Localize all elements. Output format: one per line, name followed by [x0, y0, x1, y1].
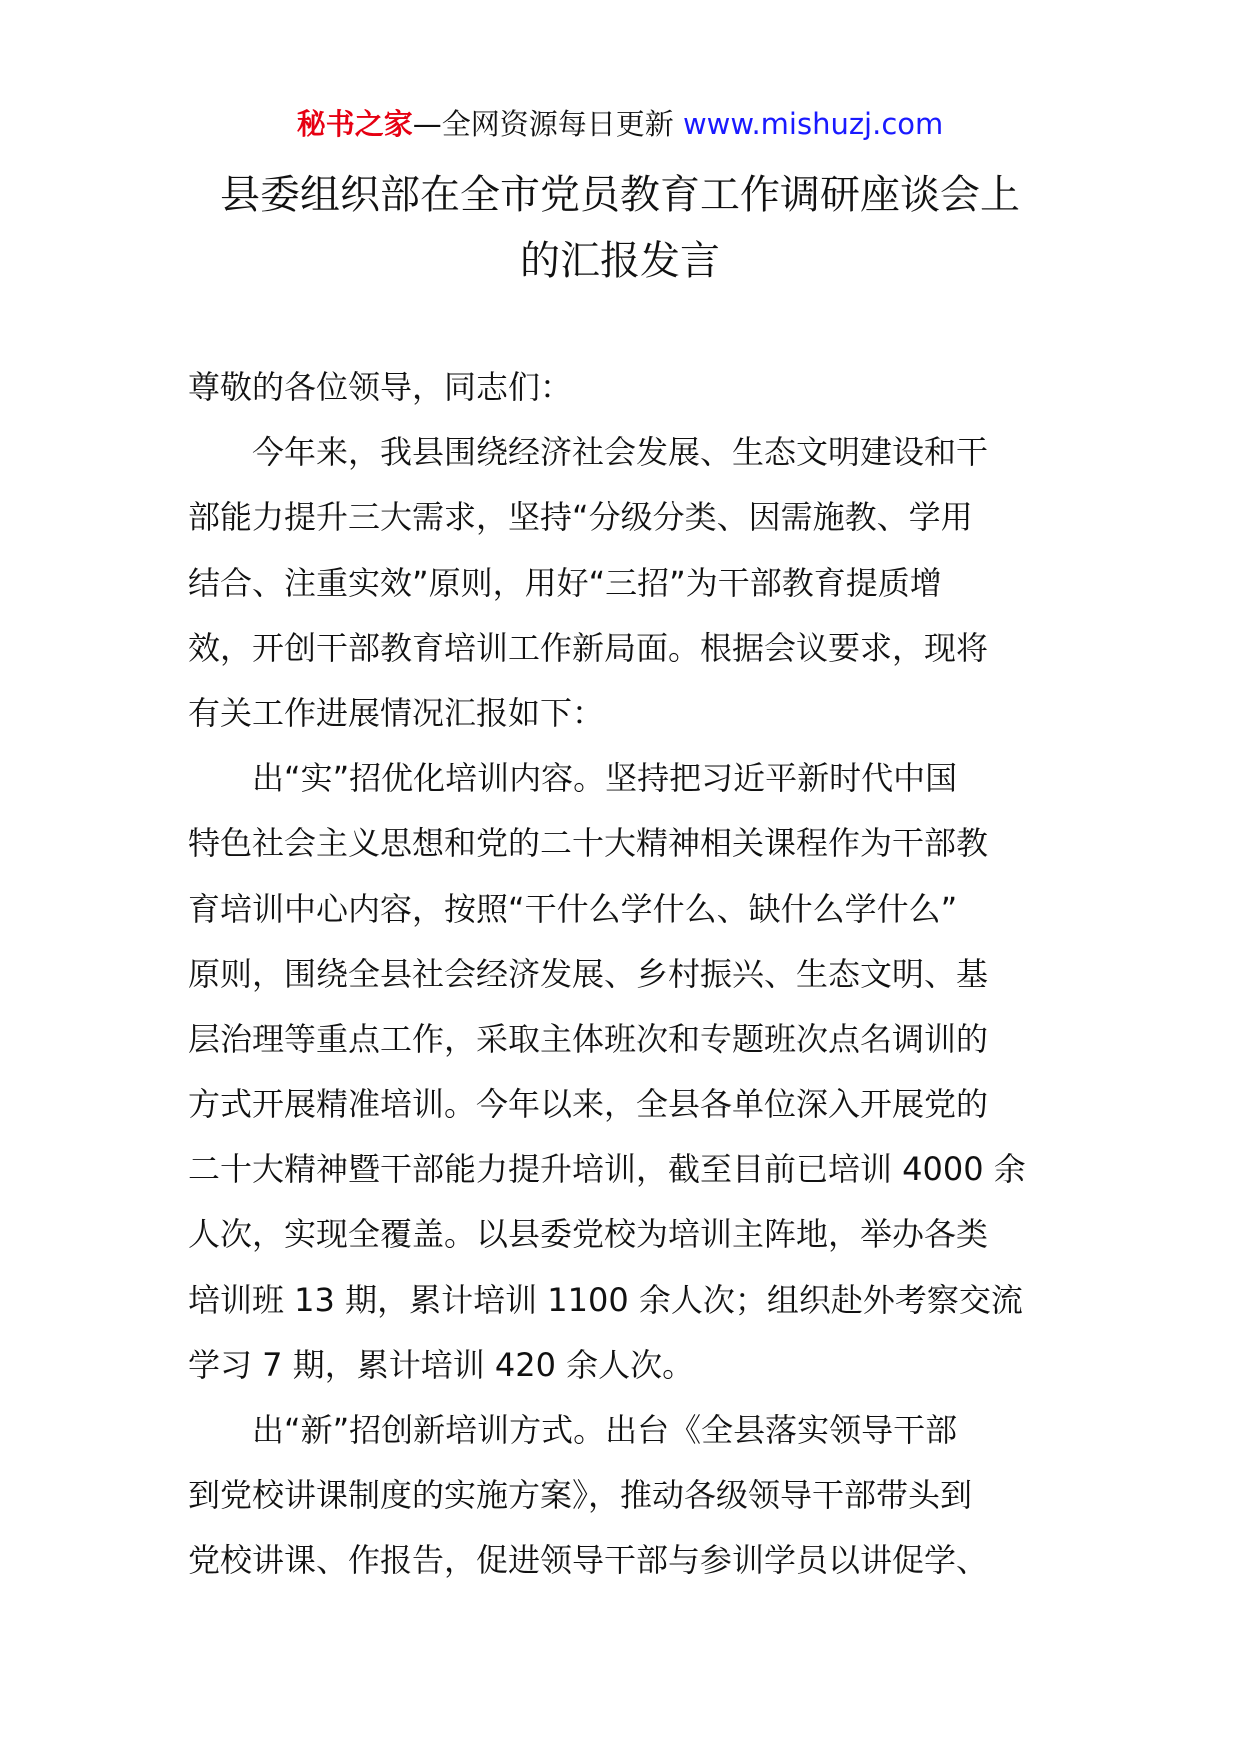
brand-name: 秘书之家 [296, 107, 413, 141]
salutation: 尊敬的各位领导，同志们： [188, 368, 573, 406]
title-line-2: 的汇报发言 [520, 238, 720, 284]
header-slogan: 全网资源每日更新 [441, 107, 683, 141]
body-line: 育培训中心内容，按照“干什么学什么、缺什么学什么” [188, 889, 958, 928]
document-title [180, 162, 1060, 294]
body-line: 原则，围绕全县社会经济发展、乡村振兴、生态文明、基 [188, 954, 989, 993]
body-line: 效，开创干部教育培训工作新局面。根据会议要求，现将 [188, 628, 989, 667]
site-url[interactable]: www.mishuzj.com [682, 107, 944, 141]
document-body [188, 355, 1058, 1594]
body-line: 党校讲课、作报告，促进领导干部与参训学员以讲促学、 [188, 1541, 989, 1580]
body-line: 到党校讲课制度的实施方案》，推动各级领导干部带头到 [188, 1476, 973, 1515]
body-line: 培训班 13 期，累计培训 1100 余人次；组织赴外考察交流 [188, 1280, 1023, 1319]
header-dash: — [412, 107, 442, 141]
body-line: 层治理等重点工作，采取主体班次和专题班次点名调训的 [188, 1019, 989, 1058]
body-line: 部能力提升三大需求，坚持“分级分类、因需施教、学用 [188, 498, 973, 537]
body-line: 特色社会主义思想和党的二十大精神相关课程作为干部教 [188, 824, 989, 863]
body-line: 学习 7 期，累计培训 420 余人次。 [188, 1345, 695, 1384]
title-line-1: 县委组织部在全市党员教育工作调研座谈会上 [220, 172, 1020, 218]
body-line: 人次，实现全覆盖。以县委党校为培训主阵地，举办各类 [188, 1215, 989, 1254]
body-line: 方式开展精准培训。今年以来，全县各单位深入开展党的 [188, 1085, 989, 1124]
body-line: 出“实”招优化培训内容。坚持把习近平新时代中国 [252, 759, 958, 798]
body-line: 出“新”招创新培训方式。出台《全县落实领导干部 [252, 1411, 958, 1449]
body-line: 有关工作进展情况汇报如下： [188, 693, 605, 732]
site-header [0, 100, 1240, 148]
body-line: 结合、注重实效”原则，用好“三招”为干部教育提质增 [188, 563, 942, 602]
body-line: 二十大精神暨干部能力提升培训，截至目前已培训 4000 余 [188, 1150, 1026, 1189]
body-line: 今年来，我县围绕经济社会发展、生态文明建设和干 [252, 433, 989, 472]
